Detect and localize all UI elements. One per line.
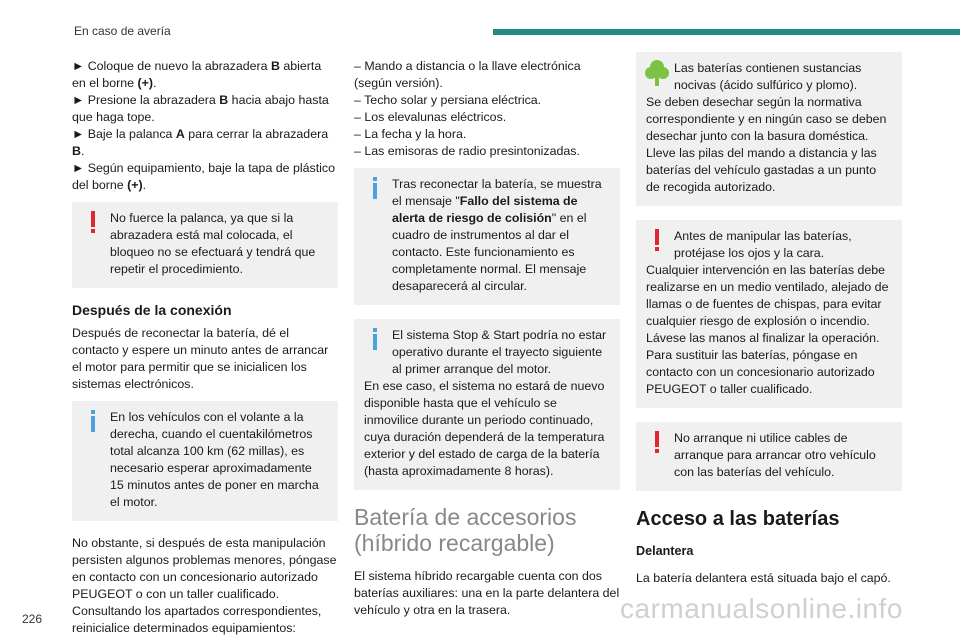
- header-accent-bar: [493, 29, 960, 35]
- subheading-front: Delantera: [636, 544, 694, 558]
- step-3: ► Baje la palanca A para cerrar la abrazadera B.: [72, 127, 329, 158]
- paragraph-reconnect: Después de reconectar la batería, dé el contacto y espere un minuto antes de arrancar el motor para permitir que se inicialicen los sistemas electrónicos.: [72, 326, 329, 391]
- warning-icon: [646, 229, 668, 257]
- warning-text: Lávese las manos al finalizar la operación.: [646, 331, 880, 345]
- equipment-list: [354, 58, 620, 160]
- column-3: [636, 58, 902, 587]
- heading-after-connection: Después de la conexión: [72, 302, 232, 318]
- warning-note-handling: [636, 220, 902, 408]
- info-note-rhd: [72, 401, 338, 521]
- info-note-stop-start: [354, 319, 620, 490]
- warning-icon: [82, 211, 104, 239]
- info-text: Tras reconectar la batería, se muestra el mensaje "Fallo del sistema de alerta de riesgo de colisión" en el cuadro de instrumentos al dar el contacto. Este funcionamiento es completamente normal. El mensaje desaparecerá al circular.: [392, 177, 602, 293]
- info-text: En ese caso, el sistema no estará de nuevo disponible hasta que el vehículo se inmovilice durante un periodo continuado, cuya duración dependerá de la temperatura exterior y del estado de carga de la batería (hasta aproximadamente 8 horas).: [364, 379, 605, 478]
- section-heading-accessory-battery: Batería de accesorios (híbrido recargable): [354, 504, 577, 556]
- list-item: – Los elevalunas eléctricos.: [354, 110, 507, 124]
- info-text: En los vehículos con el volante a la derecha, cuando el cuentakilómetros total alcanza 100 km (62 millas), es necesario esperar aproximadamente 15 minutos antes de poner en marcha el motor.: [110, 410, 319, 509]
- column-2: [354, 58, 620, 619]
- column-1: [72, 58, 338, 637]
- list-item: – La fecha y la hora.: [354, 127, 467, 141]
- heading-battery-access: Acceso a las baterías: [636, 508, 840, 530]
- step-1: ► Coloque de nuevo la abrazadera B abierta en el borne (+).: [72, 59, 322, 90]
- warning-text: Para sustituir las baterías, póngase en contacto con un concesionario autorizado PEUGEOT o taller cualificado.: [646, 348, 875, 396]
- environment-note: [636, 52, 902, 206]
- info-icon: [364, 177, 386, 205]
- step-4: ► Según equipamiento, baje la tapa de plástico del borne (+).: [72, 161, 336, 192]
- info-icon: [364, 328, 386, 356]
- environment-text: Las baterías contienen sustancias nocivas (ácido sulfúrico y plomo).: [674, 61, 862, 92]
- warning-icon: [646, 431, 668, 459]
- warning-text: Cualquier intervención en las baterías debe realizarse en un medio ventilado, alejado de llamas o de fuentes de chispas, para evitar cualquier riesgo de explosión o incendio.: [646, 263, 889, 328]
- environment-text: Lleve las pilas del mando a distancia y las baterías del vehículo gastadas a un punto de recogida autorizado.: [646, 146, 877, 194]
- paragraph-problems: No obstante, si después de esta manipulación persisten algunos problemas menores, póngase en contacto con un concesionario autorizado PEUGEOT o con un taller cualificado.: [72, 536, 337, 601]
- step-2: ► Presione la abrazadera B hacia abajo hasta que haga tope.: [72, 93, 329, 124]
- page-number: 226: [22, 612, 43, 626]
- section-title: En caso de avería: [74, 24, 171, 38]
- step-list: [72, 58, 338, 194]
- list-item: – Las emisoras de radio presintonizadas.: [354, 144, 580, 158]
- info-icon: [82, 410, 104, 438]
- list-item: – Mando a distancia o la llave electrónica (según versión).: [354, 59, 581, 90]
- tree-icon: [644, 58, 670, 88]
- info-text: El sistema Stop & Start podría no estar operativo durante el trayecto siguiente al primer arranque del motor.: [392, 328, 607, 376]
- paragraph-reinitialize: Consultando los apartados correspondientes, reinicialice determinados equipamientos:: [72, 604, 322, 635]
- warning-text: Antes de manipular las baterías, protéjase los ojos y la cara.: [674, 229, 852, 260]
- paragraph-front-battery: La batería delantera está situada bajo el capó.: [636, 571, 891, 585]
- environment-text: Se deben desechar según la normativa correspondiente y en ningún caso se deben desechar junto con la basura doméstica.: [646, 95, 887, 143]
- watermark: carmanualsonline.info: [620, 593, 903, 624]
- warning-note-jump-cables: [636, 422, 902, 491]
- info-note-collision: [354, 168, 620, 305]
- warning-text: No arranque ni utilice cables de arranque para arrancar otro vehículo con las baterías del vehículo.: [674, 431, 876, 479]
- warning-text: No fuerce la palanca, ya que si la abrazadera está mal colocada, el bloqueo no se efectuará y tendrá que repetir el procedimiento.: [110, 211, 316, 276]
- paragraph-hybrid: El sistema híbrido recargable cuenta con dos baterías auxiliares: una en la parte delantera del vehículo y otra en la trasera.: [354, 569, 620, 617]
- warning-note-lever: [72, 202, 338, 288]
- list-item: – Techo solar y persiana eléctrica.: [354, 93, 542, 107]
